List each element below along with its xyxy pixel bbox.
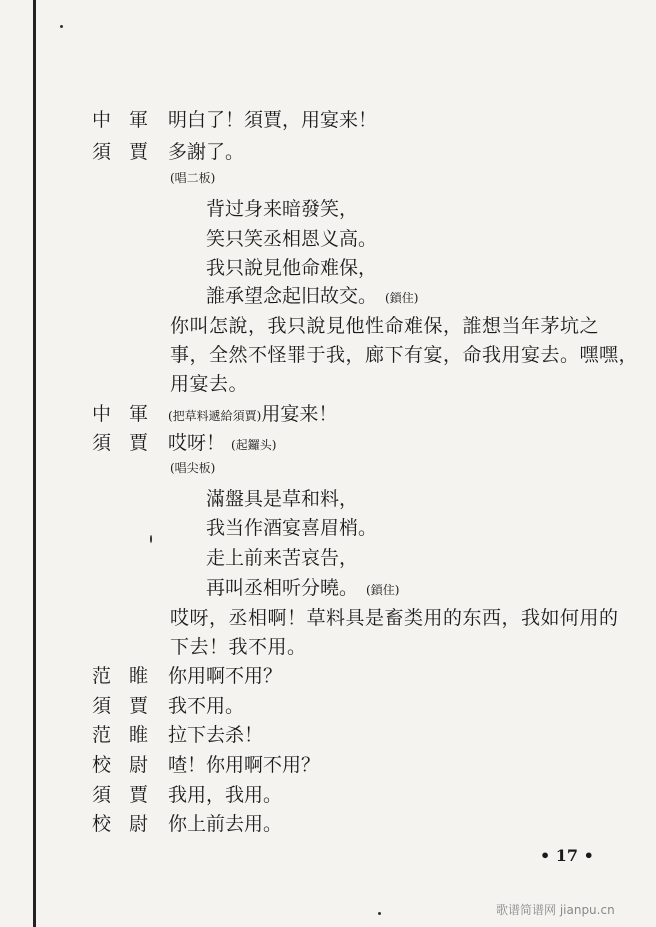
- singing-mode: (唱二板): [170, 171, 216, 185]
- script-line-verse: [206, 197, 358, 221]
- stage-direction: (把草料遞給須賈): [168, 409, 262, 423]
- script-line-prose: [170, 606, 619, 630]
- verse-text: 我当作酒宴喜眉梢。: [206, 517, 378, 539]
- verse-text: 笑只笑丞相恩义高。: [206, 228, 378, 250]
- dialog-text: 你上前去用。: [168, 813, 283, 835]
- prose-text: 用宴去。: [170, 373, 249, 395]
- script-line-direction: [170, 460, 215, 476]
- dialog-text: 明白了！須賈，用宴来！: [168, 109, 378, 131]
- dialog-text: 哎呀！: [168, 432, 226, 454]
- script-line-verse: [206, 227, 377, 251]
- verse-text: 走上前来苦哀告，: [206, 547, 359, 569]
- watermark: 歌谱简谱网 jianpu.cn: [496, 903, 615, 917]
- script-line-prose: [170, 372, 248, 396]
- speaker-name: 范 睢: [92, 665, 155, 687]
- stage-note: (鎖住): [385, 291, 419, 305]
- script-line-verse: [206, 576, 399, 602]
- script-line-verse: [206, 487, 358, 511]
- verse-text: 誰承望念起旧故交。: [206, 285, 378, 307]
- speaker-name: 中 軍: [92, 109, 155, 131]
- singing-mode: (唱尖板): [170, 461, 216, 475]
- prose-text: 事，全然不怪罪于我，廊下有宴，命我用宴去。嘿嘿，: [170, 344, 639, 366]
- dialog-text: 你用啊不用？: [168, 665, 283, 687]
- speaker-name: 范 睢: [92, 724, 155, 746]
- dialog-text: 拉下去杀！: [168, 724, 264, 746]
- stage-note: (鎖住): [366, 583, 400, 597]
- script-line-verse: [206, 256, 377, 280]
- verse-text: 再叫丞相听分曉。: [206, 577, 359, 599]
- speaker-name: 須 賈: [92, 141, 155, 163]
- dialog-text: 我不用。: [168, 695, 245, 717]
- verse-text: 滿盤具是草和料，: [206, 488, 359, 510]
- speaker-name: 校 尉: [92, 754, 155, 776]
- verse-text: 背过身来暗發笑，: [206, 198, 359, 220]
- speck: [150, 535, 152, 543]
- script-line-prose: [170, 635, 307, 659]
- prose-text: 你叫怎說，我只說見他性命难保，誰想当年茅坑之: [170, 315, 600, 337]
- verse-text: 我只說見他命难保，: [206, 257, 378, 279]
- binding-edge: [33, 0, 36, 927]
- script-line-direction: [170, 170, 215, 186]
- speck: [378, 912, 381, 915]
- speaker-name: 校 尉: [92, 813, 155, 835]
- speaker-name: 須 賈: [92, 784, 155, 806]
- speaker-name: 中 軍: [92, 403, 155, 425]
- dialog-text: 我用，我用。: [168, 784, 283, 806]
- speaker-name: 須 賈: [92, 695, 155, 717]
- page-number: • 17 •: [540, 846, 594, 865]
- script-line-prose: [170, 343, 638, 367]
- dialog-text: 多謝了。: [168, 141, 245, 163]
- dialog-text: 用宴来！: [261, 403, 338, 425]
- script-line-verse: [206, 516, 377, 540]
- prose-text: 哎呀，丞相啊！草料具是畜类用的东西，我如何用的: [170, 607, 619, 629]
- prose-text: 下去！我不用。: [170, 636, 307, 658]
- speck: [60, 25, 63, 28]
- script-line-verse: [206, 546, 358, 570]
- script-line-prose: [170, 314, 599, 338]
- speaker-name: 須 賈: [92, 432, 155, 454]
- stage-note: (起鑼头): [231, 438, 277, 452]
- script-line-verse: [206, 284, 418, 310]
- dialog-text: 喳！你用啊不用？: [168, 754, 321, 776]
